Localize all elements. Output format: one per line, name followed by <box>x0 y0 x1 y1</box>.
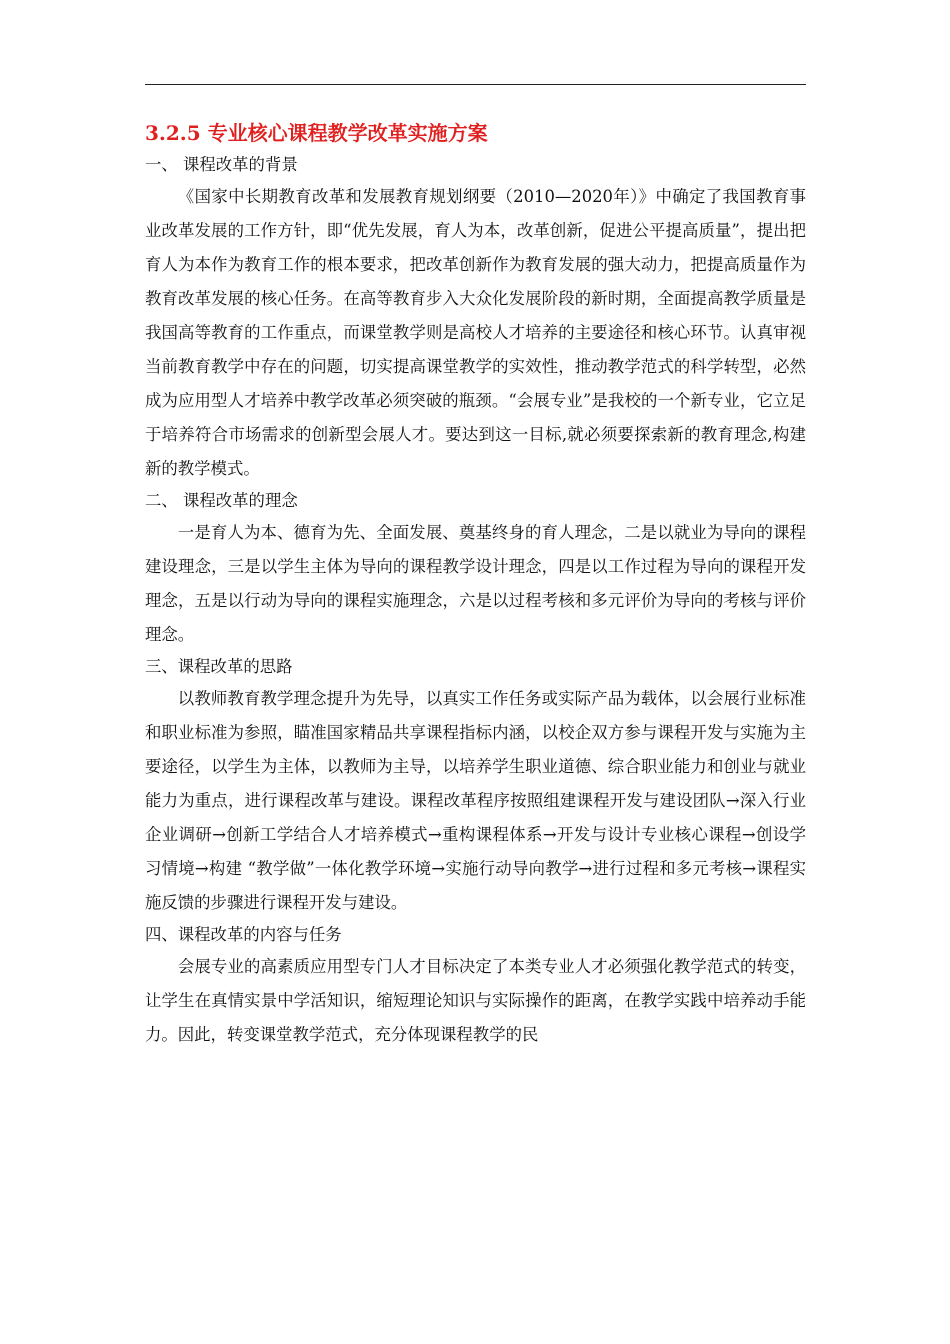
section-paragraph-content-tasks: 会展专业的高素质应用型专门人才目标决定了本类专业人才必须强化教学范式的转变，让学生在真情实景中学活知识，缩短理论知识与实际操作的距离，在教学实践中培养动手能力。因此，转变课堂教学范式，充分体现课程教学的民 <box>145 957 806 1044</box>
section-paragraph-background: 《国家中长期教育改革和发展教育规划纲要（2010—2020年）》中确定了我国教育事业改革发展的工作方针，即“优先发展，育人为本，改革创新，促进公平提高质量”，提出把育人为本作为教育工作的根本要求，把改革创新作为教育发展的强大动力，把提高质量作为教育改革发展的核心任务。在高等教育步入大众化发展阶段的新时期，全面提高教学质量是我国高等教育的工作重点，而课堂教学则是高校人才培养的主要途径和核心环节。认真审视当前教育教学中存在的问题，切实提高课堂教学的实效性，推动教学范式的科学转型，必然成为应用型人才培养中教学改革必须突破的瓶颈。“会展专业”是我校的一个新专业，它立足于培养符合市场需求的创新型会展人才。要达到这一目标,就必须要探索新的教育理念,构建新的教学模式。 <box>145 187 806 478</box>
section-heading-approach: 三、课程改革的思路 <box>145 657 293 676</box>
section-heading-concept: 二、 课程改革的理念 <box>145 491 298 510</box>
document-body <box>145 116 806 1052</box>
section-heading-content-tasks: 四、课程改革的内容与任务 <box>145 925 342 944</box>
section-paragraph-concept: 一是育人为本、德育为先、全面发展、奠基终身的育人理念，二是以就业为导向的课程建设理念，三是以学生主体为导向的课程教学设计理念，四是以工作过程为导向的课程开发理念，五是以行动为导向的课程实施理念，六是以过程考核和多元评价为导向的考核与评价理念。 <box>145 523 806 644</box>
section-heading-background: 一、 课程改革的背景 <box>145 155 298 174</box>
header-rule <box>145 84 806 85</box>
section-paragraph-approach: 以教师教育教学理念提升为先导，以真实工作任务或实际产品为载体，以会展行业标准和职业标准为参照，瞄准国家精品共享课程指标内涵，以校企双方参与课程开发与实施为主要途径，以学生为主体，以教师为主导，以培养学生职业道德、综合职业能力和创业与就业能力为重点，进行课程改革与建设。课程改革程序按照组建课程开发与建设团队→深入行业企业调研→创新工学结合人才培养模式→重构课程体系→开发与设计专业核心课程→创设学习情境→构建 “教学做”一体化教学环境→实施行动导向教学→进行过程和多元考核→课程实施反馈的步骤进行课程开发与建设。 <box>145 689 806 912</box>
document-title: 3.2.5 专业核心课程教学改革实施方案 <box>145 121 488 145</box>
